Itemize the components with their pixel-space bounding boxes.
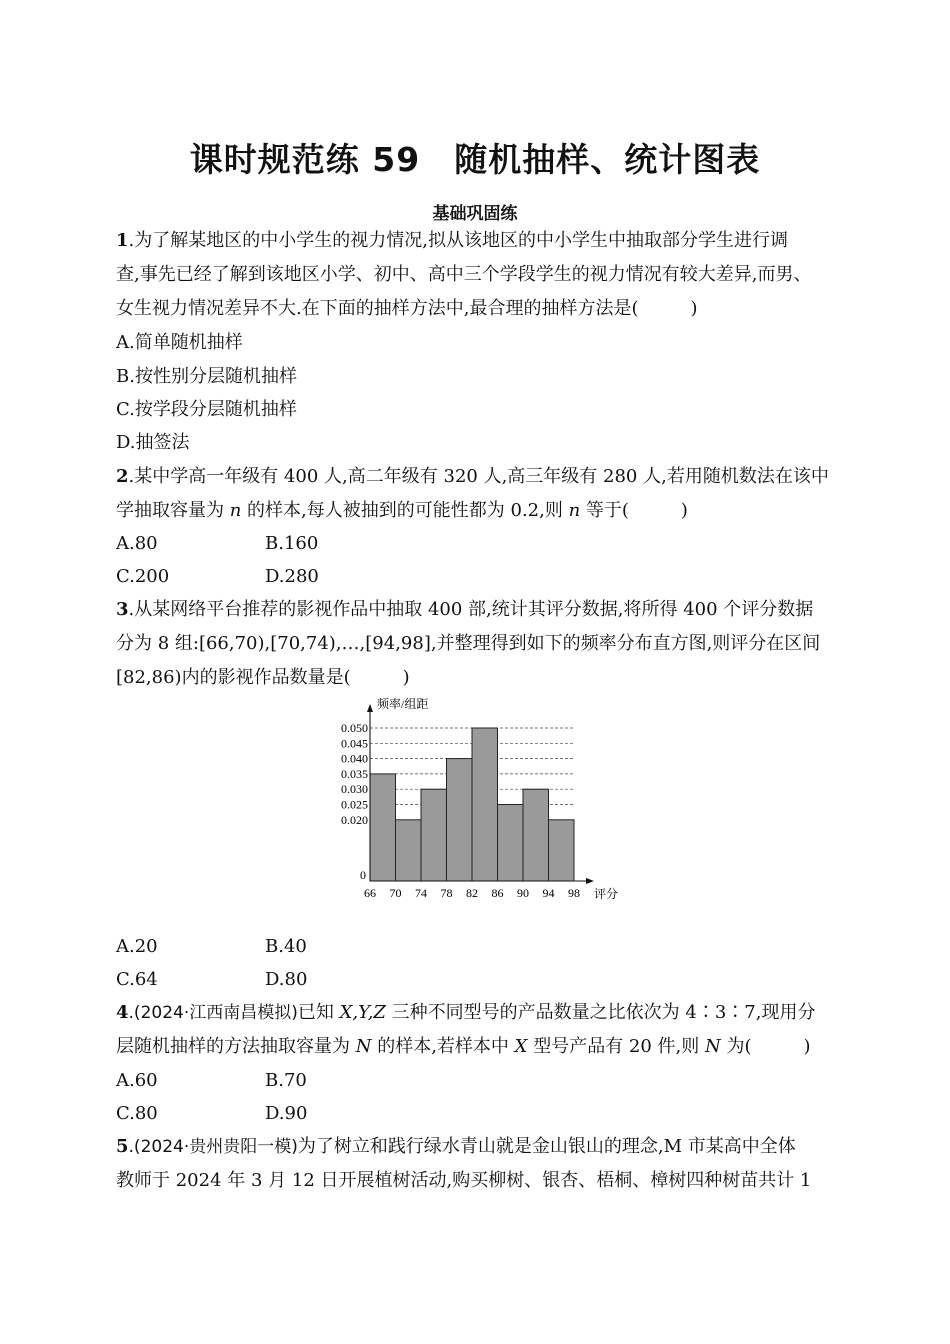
q5-source: .(2024·贵州贵阳一模) [128,1137,298,1157]
bar-86-90 [498,805,524,882]
q2-text-2a: 学抽取容量为 [116,500,230,521]
x-tick-label-70: 70 [389,886,402,900]
page-title: 课时规范练 59 随机抽样、统计图表 [189,140,761,179]
q3-line-1 [116,598,813,622]
q1-option-b: B.按性别分层随机抽样 [116,366,297,387]
bar-82-86 [472,728,498,881]
bar-74-78 [421,789,447,881]
q2-line-1 [116,465,829,489]
q4-source: .(2024·江西南昌模拟) [128,1003,298,1023]
y-tick-label-0.035: 0.035 [341,766,368,781]
bar-90-94 [523,789,549,881]
q4-vars: X,Y,Z [339,1002,386,1023]
q4-text-2d: 为( [720,1036,752,1057]
y-axis-arrow [367,704,373,712]
bar-70-74 [396,820,422,881]
q2-close-paren: ) [680,500,688,521]
q2-option-c: C.200 [116,566,170,587]
bar-66-70 [370,774,396,881]
q1-close-paren: ) [690,298,698,319]
origin-label: 0 [360,868,366,882]
q4-line-2 [116,1035,811,1059]
x-tick-label-66: 66 [364,886,376,900]
q1-text-1: .为了解某地区的中小学生的视力情况,拟从该地区的中小学生中抽取部分学生进行调 [128,230,788,251]
x-tick-label-86: 86 [491,886,504,900]
q3-option-c: C.64 [116,969,158,990]
q1-line-2: 查,事先已经了解到该地区小学、初中、高中三个学段学生的视力情况有较大差异,而男、 [116,264,812,285]
section-heading: 基础巩固练 [432,204,518,224]
q3-option-b: B.40 [265,936,307,957]
y-tick-label-0.020: 0.020 [341,812,368,827]
x-tick-label-78: 78 [440,886,453,900]
q3-close-paren: ) [402,667,410,688]
y-tick-label-0.030: 0.030 [341,782,368,797]
q4-option-c: C.80 [116,1103,158,1124]
q4-var-x: X [514,1036,528,1057]
q4-text-2c: 型号产品有 20 件,则 [527,1036,705,1057]
q4-option-b: B.70 [265,1070,307,1091]
q5-number: 5 [116,1136,129,1157]
q4-text-1b: 三种不同型号的产品数量之比依次为 4∶3∶7,现用分 [385,1002,816,1023]
q2-text-1: .某中学高一年级有 400 人,高二年级有 320 人,高三年级有 280 人,若用随机数法在该中 [128,466,829,487]
q1-option-c: C.按学段分层随机抽样 [116,399,297,420]
y-tick-label-0.040: 0.040 [341,751,368,766]
q2-option-a: A.80 [116,533,158,554]
q4-close-paren: ) [803,1036,811,1057]
y-tick-label-0.045: 0.045 [341,736,368,751]
frequency-histogram [320,688,630,908]
x-tick-label-94: 94 [542,886,555,900]
q3-number: 3 [116,599,129,620]
q2-text-2c: 等于( [580,500,629,521]
q2-text-2b: 的样本,每人被抽到的可能性都为 0.2,则 [241,500,569,521]
q3-line-2: 分为 8 组:[66,70),[70,74),…,[94,98],并整理得到如下的频率分布直方图,则评分在区间 [116,633,821,654]
y-axis-label: 频率/组距 [377,697,429,711]
q5-line-1 [116,1135,796,1159]
q5-line-2: 教师于 2024 年 3 月 12 日开展植树活动,购买柳树、银杏、梧桐、樟树四种树苗共计 1 [116,1170,812,1191]
q4-option-d: D.90 [265,1103,308,1124]
x-tick-label-74: 74 [415,886,427,900]
q2-option-d: D.280 [265,566,319,587]
q4-var-n-2: N [705,1036,721,1057]
q1-line-1 [116,229,788,253]
q5-text-1: 为了树立和践行绿水青山就是金山银山的理念,M 市某高中全体 [297,1136,796,1157]
y-tick-label-0.025: 0.025 [341,797,368,812]
q2-var-n-2: n [568,500,581,521]
q4-text-1a: 已知 [297,1002,340,1023]
q4-text-2a: 层随机抽样的方法抽取容量为 [116,1036,356,1057]
q1-number: 1 [116,230,129,251]
q3-line-3 [116,666,410,690]
q3-text-1: .从某网络平台推荐的影视作品中抽取 400 部,统计其评分数据,将所得 400 个评分数据 [128,599,814,620]
q2-number: 2 [116,466,129,487]
bar-78-82 [447,759,473,881]
q1-line-3 [116,297,698,321]
q3-text-3: [82,86)内的影视作品数量是( [116,667,351,688]
q2-option-b: B.160 [265,533,319,554]
q1-text-3: 女生视力情况差异不大.在下面的抽样方法中,最合理的抽样方法是( [116,298,639,319]
bar-94-98 [549,820,575,881]
q4-option-a: A.60 [116,1070,158,1091]
q1-option-a: A.简单随机抽样 [116,332,243,353]
q4-var-n: N [355,1036,372,1057]
q2-var-n: n [229,500,242,521]
q2-line-2 [116,499,688,523]
q1-option-d: D.抽签法 [116,432,190,453]
q3-option-a: A.20 [116,936,158,957]
y-tick-label-0.050: 0.050 [341,721,368,735]
x-axis-label: 评分 [594,887,619,901]
q4-number: 4 [116,1002,129,1023]
x-tick-label-98: 98 [568,886,580,900]
x-tick-label-90: 90 [517,886,529,900]
q4-text-2b: 的样本,若样本中 [371,1036,515,1057]
x-axis-arrow [586,878,594,884]
q3-option-d: D.80 [265,969,308,990]
q4-line-1 [116,1001,815,1025]
x-tick-label-82: 82 [466,886,478,900]
